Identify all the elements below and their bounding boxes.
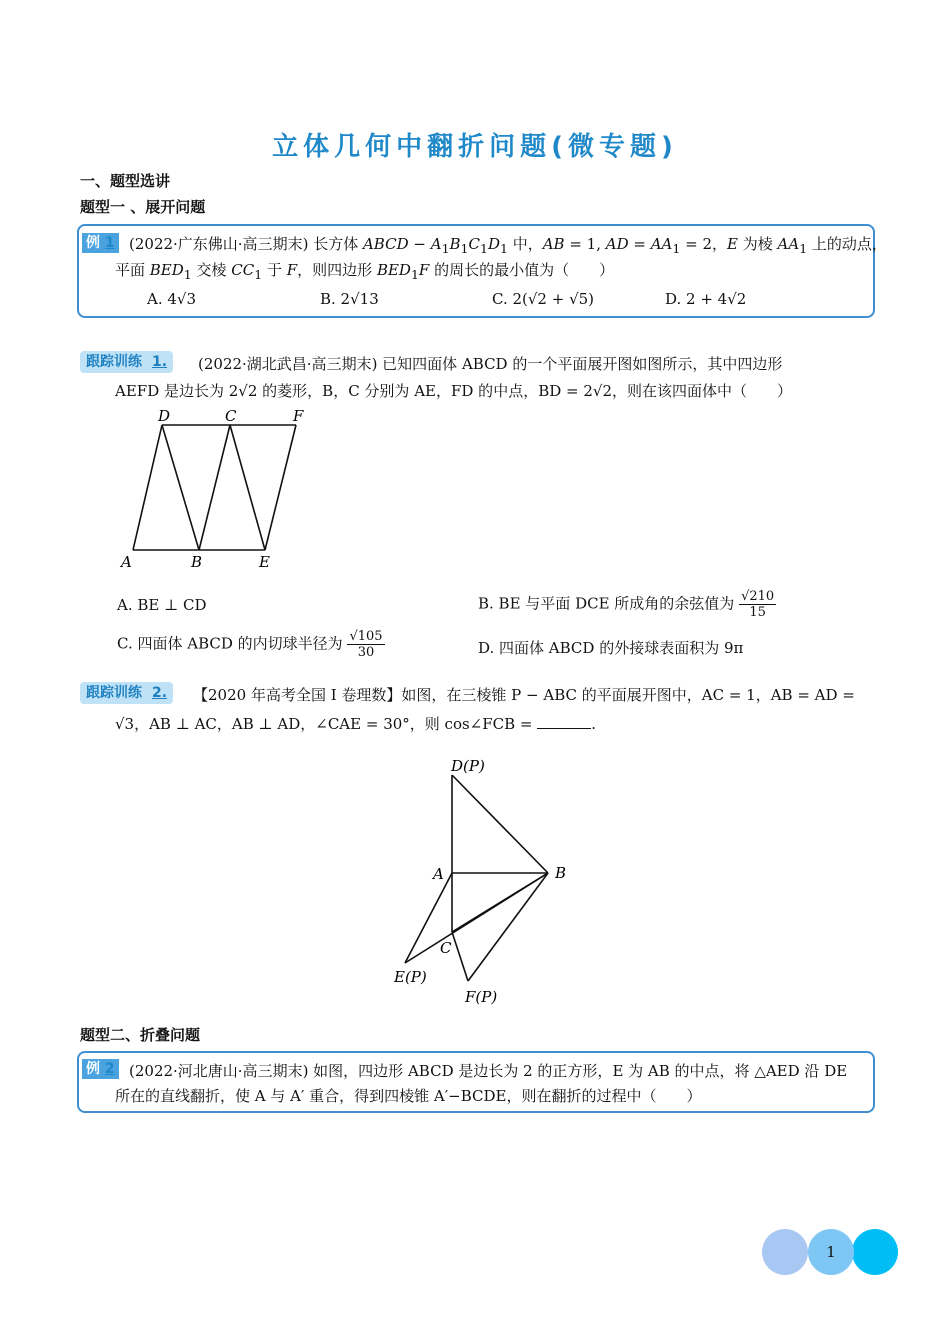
track-2-figure	[385, 750, 585, 1010]
label-E: E	[259, 553, 270, 571]
answer-blank[interactable]	[537, 716, 591, 729]
badge-circle-1	[762, 1229, 808, 1275]
example-1-option-d[interactable]: D. 2 + 4√2	[665, 290, 747, 308]
track-1-option-b[interactable]: B. BE 与平面 DCE 所成角的余弦值为 $\frac{√210}{15}$	[478, 589, 775, 620]
track-1-line-1: (2022·湖北武昌·高三期末) 已知四面体 ABCD 的一个平面展开图如图所示，其中四边形	[198, 355, 783, 373]
example-2-line-2: 所在的直线翻折，使 A 与 A′ 重合，得到四棱锥 A′−BCDE，则在翻折的过程中（ ）	[115, 1087, 702, 1105]
track-1-figure	[115, 405, 325, 575]
topic-heading-1: 题型一 、展开问题	[80, 198, 206, 216]
edge-EB	[405, 873, 548, 963]
track-1-line-2: AEFD 是边长为 2√2 的菱形，B，C 分别为 AE，FD 的中点，BD = 2√2，则在该四面体中（ ）	[115, 382, 792, 400]
label-B: B	[191, 553, 203, 571]
edge-DB	[452, 775, 548, 873]
example-1-line-2: 平面 $BED_1$ 交棱 $CC_1$ 于 F，则四边形 $BED_1F$ 的周长的最小值为（ ）	[115, 261, 615, 282]
track-1-tag: 跟踪训练 1.	[80, 351, 173, 373]
label-A: A	[433, 865, 444, 883]
example-1-option-c[interactable]: C. 2(√2 + √5)	[492, 290, 595, 308]
example-1-option-b[interactable]: B. 2√13	[320, 290, 379, 308]
edge-CE	[230, 425, 265, 550]
edge-DB	[162, 425, 199, 550]
label-D: D	[158, 407, 171, 425]
edge-FB	[468, 873, 548, 981]
label-B: B	[555, 864, 567, 882]
track-2-line-1: 【2020 年高考全国 I 卷理数】如图，在三棱锥 P − ABC 的平面展开图中，AC = 1，AB = AD =	[193, 686, 855, 704]
track-1-option-a[interactable]: A. BE ⊥ CD	[117, 596, 207, 614]
label-DP: D(P)	[451, 757, 485, 775]
label-A: A	[121, 553, 132, 571]
page-number: 1	[826, 1243, 836, 1261]
page-title: 立体几何中翻折问题(微专题)	[272, 132, 678, 162]
edge-FE	[265, 425, 296, 550]
section-heading: 一、题型选讲	[80, 172, 171, 190]
track-2-line-2: √3，AB ⊥ AC，AB ⊥ AD，∠CAE = 30°，则 cos∠FCB = .	[115, 715, 597, 733]
track-1-option-c[interactable]: C. 四面体 ABCD 的内切球半径为 $\frac{√105}{30}$	[117, 629, 383, 660]
badge-circle-3	[852, 1229, 898, 1275]
example-1-tag: 例 1	[82, 233, 119, 253]
example-1-option-a[interactable]: A. 4√3	[147, 290, 197, 308]
label-FP: F(P)	[465, 988, 498, 1006]
edge-CF	[452, 932, 468, 981]
track-1-option-d[interactable]: D. 四面体 ABCD 的外接球表面积为 9π	[478, 639, 744, 657]
edge-DA	[133, 425, 162, 550]
label-EP: E(P)	[394, 968, 427, 986]
example-2-line-1: (2022·河北唐山·高三期末) 如图，四边形 ABCD 是边长为 2 的正方形，E 为 AB 的中点，将 △AED 沿 DE	[129, 1062, 848, 1080]
topic-heading-2: 题型二、折叠问题	[80, 1026, 201, 1044]
label-C: C	[440, 939, 452, 957]
label-F: F	[293, 407, 304, 425]
track-2-tag: 跟踪训练 2.	[80, 682, 173, 704]
label-C: C	[225, 407, 237, 425]
example-2-tag: 例 2	[82, 1059, 119, 1079]
example-1-line-1: (2022·广东佛山·高三期末) 长方体 ABCD − $A_1B_1C_1D_1$ 中，AB = 1, AD = $AA_1 = 2$，E 为棱 $AA_1$ 上的动点，	[129, 235, 887, 256]
edge-BC	[199, 425, 230, 550]
